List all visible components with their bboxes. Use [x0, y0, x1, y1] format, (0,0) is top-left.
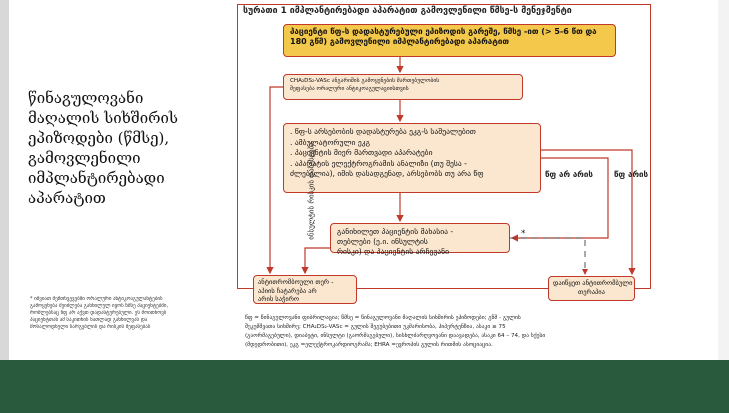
box-line: პაციენტი წფ-ს დადასტურებული ეპიზოდის გარეშე, წმსე -ით (> 5-6 წთ და [290, 27, 597, 36]
box-start-therapy [548, 276, 635, 301]
box-chads-assessment [283, 74, 523, 100]
footnote-line: მოსალოდნელი სარგებლის და რისკის შეფასებას [30, 324, 151, 330]
diagram-title: სურათი 1 იმპლანტირებადი აპარატით გამოვლენილი წმსე-ს მენეჯმენტი [243, 6, 572, 16]
footnote-line: (გაორმაგებული), დიაბეტი, ინსულტი (გაორმაგებული), სისხლძარღვოვანი დაავადება, ასაკი 64 – 74, და სქესი [245, 333, 546, 339]
footnote-line: პაციენტთან ამ საკითხის ნათლად განხილვას და [30, 317, 148, 323]
box-line: დაიწყეთ ანტითრომბული [553, 279, 633, 287]
title-line: აპარატით [28, 189, 106, 207]
title-line: მაღალის სიხშირის [28, 109, 178, 127]
arrow-risk [270, 87, 283, 273]
title-line: ეპიზოდები (წმსე), [28, 129, 170, 147]
stroke-risk-label: ინსულტის რისკის დაზუსტება [307, 142, 316, 240]
label-no-af: წფ არ არის [545, 170, 593, 179]
diagram-footnote [245, 314, 708, 350]
box-line: არის საჭირო [258, 295, 300, 303]
title-line: იმპლანტირებადი [28, 169, 165, 187]
footnote-line: გამოყენება შეიძლება განხილულ იყოს წმსე პაციენტებში, [30, 303, 169, 309]
box-line: თერაპია [578, 288, 605, 296]
footnote-line: რომლებსაც წფ არ აქვთ დადასტურებული. ეს მოითხოვს [30, 310, 167, 316]
box-line: . წფ-ს არსებობის დადასტურება ეკგ-ს საშუალებით [290, 127, 476, 136]
box-confirm-af [283, 123, 541, 193]
box-line: . პაციენტის მიერ მართვადი აპარატები [290, 148, 433, 157]
box-line: CHA₂DS₂-VASc ანგარიშის გამოყენების მართებულობის [290, 78, 440, 84]
box-no-therapy [253, 275, 357, 304]
box-line: განიხილეთ პაციენტის მახასია - [337, 227, 454, 236]
box-line: . ამბულატორული ეკგ [290, 137, 371, 147]
arrow-4-6-dashed [510, 238, 585, 274]
box-line: რისკი) და პაციენტის არჩევანი [337, 247, 450, 256]
arrow-af [541, 150, 632, 274]
box-line: ანტითრომბოული თერ - [258, 278, 334, 286]
footnote-line: * იშვიათ შემთხვევებში ორალური ანტიკოაგულანტების [30, 296, 163, 302]
box-line: თებლები (ე.ი. ინსულტის [337, 237, 428, 246]
footnote-line: შეკუმშვათა სიხშირე; CHA₂DS₂-VASc = გულის შეგუბებითი უკმარისობა, ჰიპერტენზია, ასაკი ≥ 75 [245, 324, 506, 330]
box-line: შეფასება ორალური ანტიკოაგულაციისთვის [290, 86, 409, 92]
footnote-line: წფ = წინაგულოვანი ფიბრილაცია; წმსე = წინაგულოვანი მაღალის სიხშირის ეპიზოდები; გწმ - გულის [245, 315, 521, 321]
box-patient-ahre [283, 24, 616, 57]
box-line: ძლებელია), იმის დასადგენად, არსებობს თუ არა წფ [290, 169, 484, 178]
box-consider-patient [330, 223, 510, 256]
box-line: . აპარატის ელექტროგრამის ანალიზი (თუ შესა - [290, 158, 467, 168]
footnote-line: (მდედრობითი), ეკგ =ელექტროკარდიოგრამა; EHRA =ევროპის გულის რითმის ასოციაცია. [245, 342, 493, 348]
label-af: წფ არის [614, 170, 649, 179]
box-line: 180 გწმ) გამოვლენილი იმპლანტირებადი აპარატით [290, 37, 509, 46]
dashed-asterisk: * [521, 229, 526, 239]
title-line: წინაგულოვანი [28, 89, 144, 107]
title-line: გამოვლენილი [28, 149, 141, 167]
box-line: აპიის ჩატარება არ [258, 286, 317, 295]
